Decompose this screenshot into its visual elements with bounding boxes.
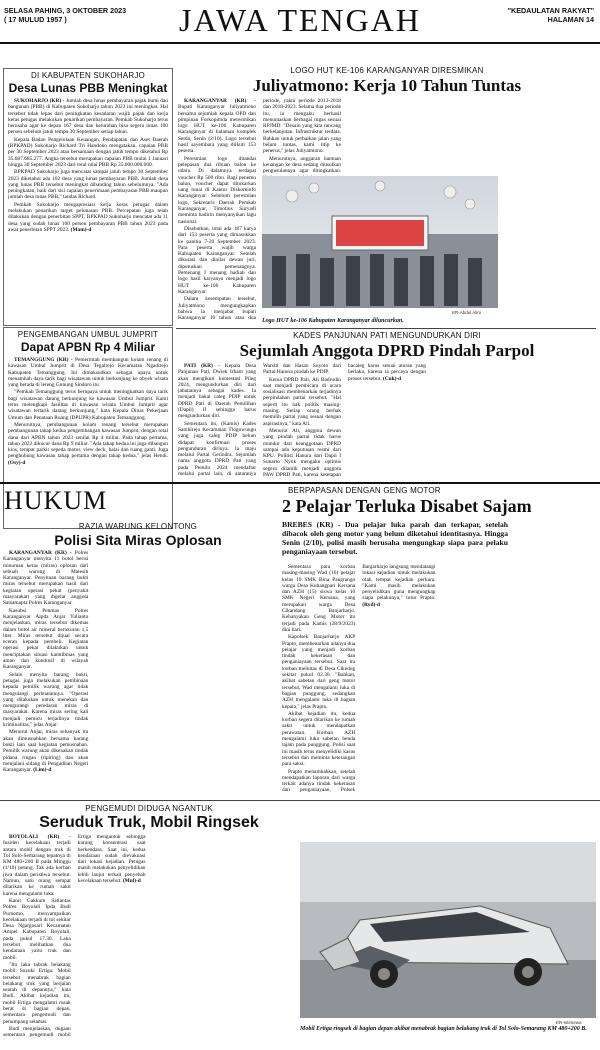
article-headline: Seruduk Truk, Mobil Ringsek (39, 814, 259, 831)
photo-image (300, 842, 596, 1018)
article-kicker: LOGO HUT KE-106 KARANGANYAR DIRESMIKAN (290, 66, 484, 75)
article-headline: Juliyatmono: Kerja 10 Tahun Tuntas (252, 76, 522, 95)
article-geng-motor (282, 486, 596, 796)
paragraph: Kanit Gakkum Satlantas Polres Boyolali Ipda Budi Purnomo, menyampaikan kecelakaan terjadi di tol sekitar Desa Ngargosari Kecamatan Ampel Kabupaten Boyolali, pada pukul 17.30. Laka tersebut melibatkan dua kendaraan yaitu truk dan mobil. (3, 897, 71, 961)
paragraph: Menurutnya, anggaran bantuan keuangan ke desa sedang diusulkan pengusulannya agar ditingkatkan. (263, 155, 341, 175)
article-body (4, 98, 172, 233)
paragraph: Kepala Desa Panjunan Pati, Dwiek Irham yang akan mengikuti kontestasi Pileg 2024, mengundurkan diri dari jabatannya sebagai kades. Ia menjadi bakal caleg PDIP untuk DPRD Pati di Daerah Pemilihan (Dapil) II sehingga harus mengundurkan diri. (178, 363, 256, 420)
article-body (178, 363, 596, 481)
signoff: (Cuk)-d (382, 375, 402, 382)
article-headline: 2 Pelajar Terluka Disabet Sajam (282, 496, 532, 516)
paragraph: Insiden kecelakaan terjadi antara mobil dengan truk di Tol Solo-Semarang tepatnya di KM 480+200 B pada Minggu (1/10) petang. Tak ada korban jiwa dalam peristiwa tersebut. Namun, satu orang sempat dilarikan ke rumah sakit karena mengalami luka. (3, 840, 71, 897)
page-info (508, 6, 594, 24)
paragraph: Bupati Karanganyar Juliyatmono bersama sejumlah kepala OPD dan pimpinan Forkopimda meresmikan logo HUT ke-106 Kabupaten Karanganyar di halaman komplek Setda, Senin (2/10). Logo tersebut hasil sayembara yang diikuti 153 peserta. (178, 104, 256, 155)
photo-logo-launch (262, 176, 498, 308)
photo-credit: KR-Abdul Alim (452, 310, 482, 315)
article-desa-lunas-pbb (3, 68, 173, 326)
masthead (0, 0, 600, 42)
paragraph: BPKPAD Sukoharjo juga mencatat sampai jatuh tempo 30 September 2023 diketahui ada 102 desa yang lunas pembayaran PBB. Jumlah desa yang lunas PBB tersebut meningkat dibanding tahun sebelumnya. "Ada peningkatan, baik dari sisi capaian penerimaan pembayaran PBB maupun jumlah desa lunas PBB," tandas Richard. (8, 169, 168, 201)
javanese-date: ( 17 MULUD 1957 ) (4, 15, 67, 24)
article-seruduk-truk (3, 804, 295, 1044)
article-body (4, 357, 172, 466)
signoff: (Mul)-d (122, 878, 141, 885)
paragraph: Pemkab Sukoharjo mengapresiasi kerja keras petugas dalam melakukan penarikan target pelunasan PBB. Percepatan juga telah dilakukan dengan penerbitan SPPT. BPKPAD Sukoharjo mencatat ada 11 desa yang sudah lunas 100 persen pembayaran PBB tahun 2023 pada awal penerbitan SPPT 2023. (8, 201, 168, 233)
paragraph: Disebutkan, total ada 187 karya dari 153 peserta yang dimasukkan ke panitia 7-20 September 2023. Para peserta wajib warga Kabupaten Karanganyar. Setelah dikurasi dan dinilai dewan juri, diputuskan pemenangnya. Pemenang I menang hadiah dan logo hasil karyanya menjadi logo HUT ke-106 Kabupaten Karanganyar. (178, 225, 256, 295)
article-body (3, 834, 295, 1044)
signoff: (Mam)-d (70, 226, 92, 233)
paragraph: Menurut Ali, anggota dewan yang pindah partai tidak harus mundur dari keanggotaan DPRD sampai ada keputusan resmi dari KPU. Politisi Hanura dari Dapil I Sunarto Nyok mengaku optimis segera dilantik menjadi anggota PAW DPRD Pati, karena ketetapan bacaleg harus sesuai aturan yang berlaku, karena ia percaya dengan proses tersebut. (263, 363, 426, 479)
article-kicker: RAZIA WARUNG KELONTONG (78, 522, 198, 531)
photo-image (262, 176, 498, 308)
dateline: KARANGANYAR (KR) - (9, 550, 72, 556)
article-kicker: BERPAPASAN DENGAN GENG MOTOR (288, 486, 441, 495)
section-label-hukum: HUKUM (4, 486, 108, 515)
paragraph: Sementara itu, (Kamis) Kades Sambirejo Kecamatan Tlogowungu yang juga caleg PDIP belum didapat konfirmasi proses pengunduran dirinya. Ia maju melalui Partai Gerindra. Sejumlah nama anggota DPRD Pati yang pada Pemilu 2024 mendaftar melalui partai lain, di antaranya Warsiti dan Hasan Suyoto dari Partai Hanura pindah ke PDIP. (178, 363, 341, 478)
article-body (3, 550, 273, 786)
section-rule (0, 482, 600, 484)
paragraph: Kasubsi Penmas Polres Karanganyar Aipda Anjar Yulianto menjelaskan, miras tersebut dikemas dalam botol air mineral berukuran 1,5 liter. Miras tersebut dijual secara eceran kepada pembeli. Kegiatan operasi pekat dilakukan untuk menciptakan situasi kamtibmas yang aman dan kondusif di wilayah Karanganyar. (3, 607, 89, 671)
dateline: TEMANGGUNG (KR) - (14, 357, 73, 363)
signoff: (Osy)-d (8, 459, 26, 466)
article-headline: Dapat APBN Rp 4 Miliar (20, 340, 156, 354)
divider (0, 800, 600, 801)
paragraph: Menurut Anjar, miras sebanyak itu akan dimusnahkan bersama barang bukti lain saat kegiatan pemusnahan. Pemilik warung akan dikenakan tindak pidana ringan (tipiring) dan akan menjalani sidang di Pengadilan Negeri Karanganyar. (3, 729, 89, 774)
edition-date (4, 6, 126, 24)
date-text: SELASA PAHING, 3 OKTOBER 2023 (4, 6, 127, 15)
dateline: PATI (KR) - (184, 363, 220, 369)
article-headline: Sejumlah Anggota DPRD Pindah Parpol (239, 341, 535, 360)
photo-credit: KR-Istimewa (556, 1020, 582, 1025)
article-dprd-pindah-parpol (178, 331, 596, 481)
paragraph: Ketua DPRD Pati, Ali Badrudin saat menjadi pembicara di acara sosialisasi membenarkan terjadinya perpindahan partai tersebut. "Hal seperti itu hak politik masing-masing. Setiap orang berhak memilih partai yang sesuai dengan aspirasinya," kata Ali. (263, 376, 341, 427)
paragraph: Sementara para korban masing-masing Wad (16) pelajar kelas 10 SMK Bina Pangrango warga Desa Kubangpari Kersana dan AZH (15) siswa kelas 10 SMK Negeri Kersana, yang merupakan warga Desa Cikandang Banjarharjo. Kebanyakan Geng Motor itu terjadi pada Kamis (28/9/2023) dini hari. (282, 564, 356, 633)
paragraph: Prapto menambahkan, setelah mendapatkan laporan dari warga terkait adanya tindak kekerasan dan penganiayaan, Polsek Banjarharjo langsung mendatangi lokasi kejadian untuk melakukan olah tempat kejadian perkara. "Kami masih melakukan penyelidikan guna mengungkap siapa pelakunya," tutur Prapto. (282, 564, 436, 794)
paragraph: Kapolsek Banjarharjo AKP Prapto, membenarkan adanya dua pelajar yang menjadi korban tindak kekerasan dan penganiayaan tersebut. Saat itu korban melintas di Desa Cikedug sekitar pukul 02.30. "Bahkan, akibat sabetan dari geng motor tersebut, Wad mengalami luka di bagian punggung, sedangkan AZH mengalami luka di bagian kepala," jelas Prapto. (282, 634, 356, 710)
dateline: KARANGANYAR (KR) - (184, 98, 256, 104)
article-body (282, 564, 596, 794)
article-kicker: KADES PANJUNAN PATI MENGUNDURKAN DIRI (293, 331, 481, 340)
article-kicker: PENGEMUDI DIDUGA NGANTUK (85, 804, 213, 813)
article-miras-oplosan (3, 522, 273, 792)
paragraph: "Itu laka tabrak belakang mobil Suzuki Ertiga. Mobil tersebut menabrak bagian belakang truk yang berjalan searah di depannya," kata Budi. Akibat kejadian itu, mobil Ertiga mengalami rusak berat di bagian depan, sementara pengemudi dan penumpang selamat. (3, 961, 71, 1025)
signoff: (Lim)-d (33, 767, 52, 774)
signoff: (Ryd)-d (362, 601, 381, 608)
section-title: JAWA TENGAH (179, 2, 421, 38)
article-kicker: DI KABUPATEN SUKOHARJO (31, 71, 145, 80)
paragraph: Akibat kejadian itu, kedua korban segera dilarikan ke rumah sakit untuk mendapatkan perawatan. Korban AZH mengalami luka sabetan benda tajam pada punggung. Polisi saat ini masih terus menyelidiki kasus tersebut dan meminta keterangan para saksi. (282, 710, 356, 768)
dateline: BREBES (KR) - (282, 520, 341, 529)
photo-crashed-car (300, 842, 596, 1018)
paragraph: "Pemkab Temanggung terus berupaya untuk meningkatkan daya tarik bagi wisatawan datang berkunjung ke kawasan Umbul Jumprit. Kami terus melengkapi fasilitas di kawasan wisata Umbul Jumprit agar wisatawan tertarik datang berkunjung," kata Kepala Dinas Pekerjaan Umum dan Penataan Ruang (DPUPR) Kabupaten Temanggung. (8, 389, 168, 421)
dateline: BOYOLALI (KR) - (9, 834, 71, 840)
paragraph: Budi menjelaskan, dugaan sementara pengemudi mobil Ertiga mengantuk sehingga kurang konsentrasi saat berkendara. Saat ini, kedua kendaraan sudah dievakuasi dari lokasi kejadian. Petugas masih melakukan penyelidikan lebih lanjut terkait penyebab kecelakaan tersebut. (3, 834, 146, 1039)
lead-text: Dua pelajar luka parah dan terkapar, setelah dibacok oleh geng motor yang belum diketahui identitasnya. Hingga Senin (2/10), polisi masih berusaha mengungkap siapa para pelaku penganiayaan tersebut. (282, 520, 508, 556)
paragraph: Kepala Badan Pengelolaan Keuangan, Pendapatan dan Aset Daerah (BPKPAD) Sukoharjo Richard Tri Handoko mengatakan, capaian PBB per 30 September 2023 atau bersamaan dengan jatuh tempo diketahui Rp 35.687.685.277. Angka tersebut merupakan capaian PBB mulai 1 Januari hingga 30 September 2023 dari total nilai PBB Rp 35.000.000.000. (8, 136, 168, 168)
paragraph: Jumlah desa lunas pembayaran pajak bumi dan bangunan (PBB) di Kabupaten Sukoharjo tahun 2023 ini meningkat. Hal tersebut tidak lepas dari peningkatan kesadaran wajib pajak dan kerja keras petugas melakukan penarikan pembayaran. Pemkab Sukoharjo terus berusaha agar ke depan 167 desa dan kelurahan bisa segera lunas 100 persen sebelum jatuh tempo 30 September setiap tahun. (8, 98, 168, 136)
article-lead (282, 520, 508, 556)
paragraph: Selain menyita barang bukti, petugas juga melakukan pembinaan kepada pemilik warung agar tidak mengulangi perbuatannya. "Operasi yang dilakukan untuk menekan dan mengurangi peredaran miras di masyarakat. Karena miras sering kali menjadi pemicu terjadinya tindak kriminalitas," jelas Anjar. (3, 671, 89, 729)
masthead-rule (0, 42, 600, 44)
article-headline: Desa Lunas PBB Meningkat (8, 81, 168, 95)
photo-caption: Mobil Ertiga ringsek di bagian depan akibat menabrak bagian belakang truk di Tol Solo-Semarang KM 480+200 B. (300, 1026, 587, 1032)
dateline: SUKOHARJO (KR) - (14, 98, 65, 104)
paragraph: Polres Karanganyar menyita 11 botol berisi minuman keras (miras) oplosan dari sebuah warung di Matesih Karanganyar. Penyitaan barang bukti miras tersebut merupakan hasil dari kegiatan operasi pekat (penyakit masyarakat) yang digelar anggota Satsamapta Polres Karanganyar. (3, 550, 89, 607)
newspaper-name: "KEDAULATAN RAKYAT" (507, 6, 594, 15)
paragraph: Dalam kesempatan tersebut, Juliyatmono mengungkapkan bahwa ia menjabat bupati Karanganyar 10 tahun atau dua periode, yakni periode 2013-2018 dan 2018-2023. Selama dua periode itu, ia mengaku berhasil menuntaskan berbagai tugas sesuai RPJMD. "Desain yang kita rancang berkelanjutan. Infrastruktur terdata. Bahkan untuk perbaikan jalan yang belum tuntas, kami titip ke penerus," jelas Juliyatmono. (178, 98, 341, 322)
paragraph: Pemerintah membangun kolam renang di kawasan Umbul Jumprit di Desa Tegalrejo Kecamatan Ngadirejo Kabupaten Temanggung. Ini dimaksudkan sebagai upaya untuk menambah daya tarik bagi wisatawan untuk berkunjung ke obyek wisata yang berada di lereng Gunung Sindoro itu. (8, 357, 168, 389)
article-headline: Polisi Sita Miras Oplosan (54, 532, 222, 548)
photo-caption: Logo HUT ke-106 Kabupaten Karanganyar diluncurkan. (262, 318, 404, 324)
article-kicker: PENGEMBANGAN UMBUL JUMPRIT (17, 330, 159, 339)
page-number: HALAMAN 14 (547, 15, 594, 24)
paragraph: Peresmian logo ditandai pelepasan dua ribuan balon ke udara. Di dalamnya terdapat voucher Rp 500 ribu. Bagi penemu balon, voucher dapat ditukarkan uang tunai di Kantor Diskominfo Karanganyar. Sebelum peresmian logo, Sekretaris Daerah Pemkab Karanganyar, Timotius Suryadi meminta hadirin menyanyikan lagu nasional. (178, 155, 256, 225)
divider (176, 328, 596, 329)
paragraph: Menurutnya, pembangunan kolam renang tersebut merupakan pembangunan tahap kedua pengembangan kawasan Jumprit, dengan total dana dari APBN tahun 2023 senilai Rp 4 miliar. Pada tahap pertama, tahun 2022 dikucur dana Rp 9 miliar. "Ada tahap kedua ini juga dibangun kios, tempat parkir sepeda motor, view deck, balai dan ruang ganti. Juga penghubung kawasan tahap pertama dengan tahap kedua," jelas Hendi. (8, 421, 168, 460)
